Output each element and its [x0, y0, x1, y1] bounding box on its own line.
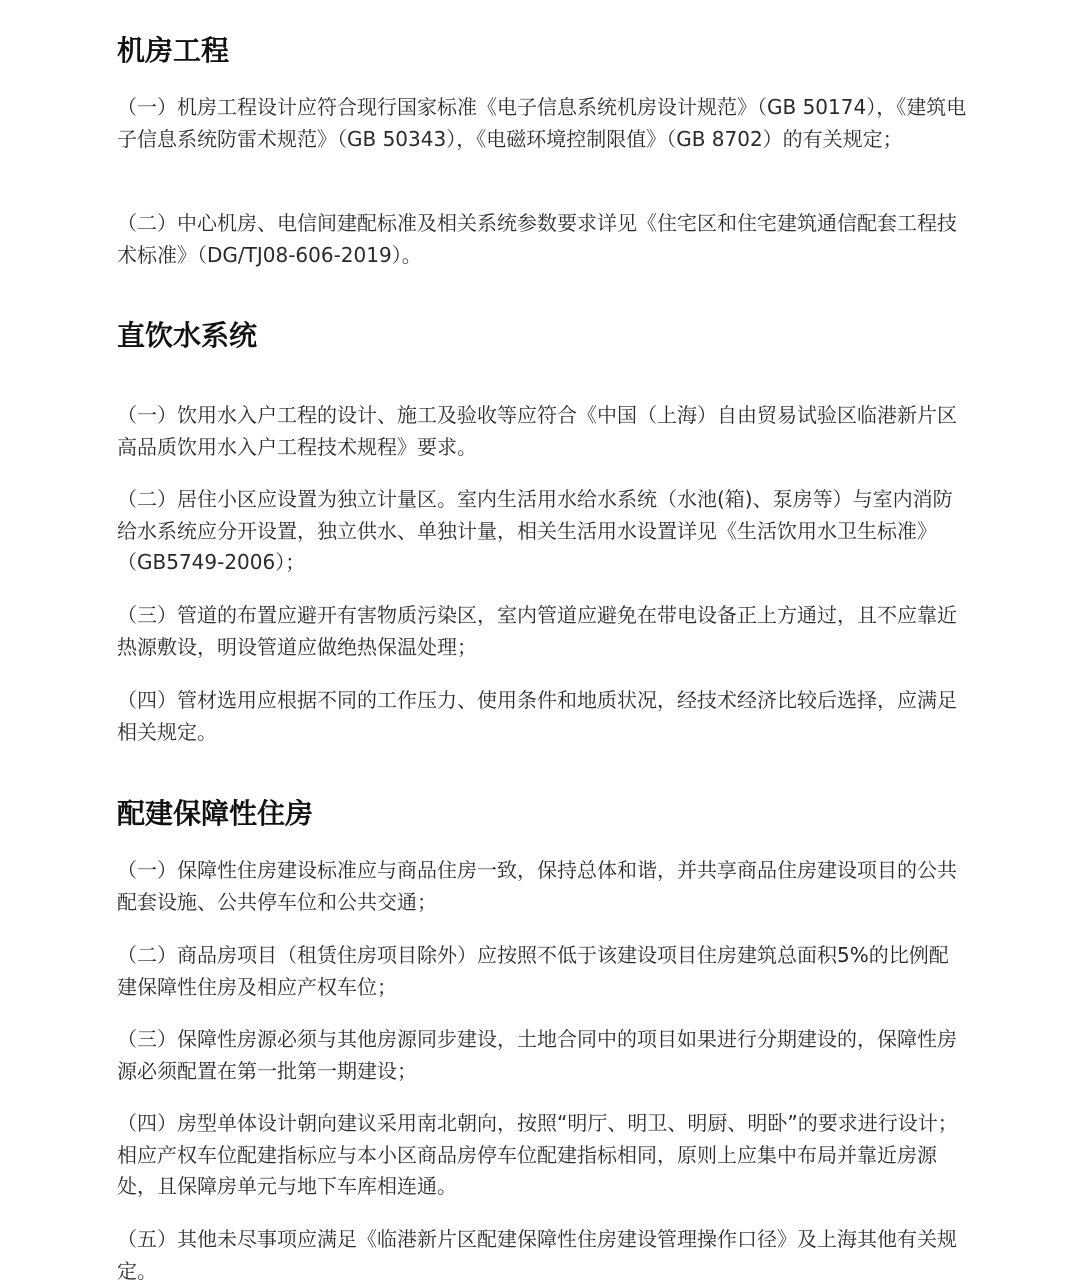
paragraph: （三）保障性房源必须与其他房源同步建设，土地合同中的项目如果进行分期建设的，保障性房源必须配置在第一批第一期建设；	[117, 1027, 957, 1083]
paragraph: （四）管材选用应根据不同的工作压力、使用条件和地质状况，经技术经济比较后选择，应满足相关规定。	[117, 688, 957, 744]
paragraph: （四）房型单体设计朝向建议采用南北朝向，按照“明厅、明卫、明厨、明卧”的要求进行设计；相应产权车位配建指标应与本小区商品房停车位配建指标相同，原则上应集中布局并靠近房源处，且保障房单元与地下车库相连通。	[117, 1111, 958, 1198]
paragraph: （一）饮用水入户工程的设计、施工及验收等应符合《中国（上海）自由贸易试验区临港新片区高品质饮用水入户工程技术规程》要求。	[117, 403, 957, 459]
paragraph: （二）商品房项目（租赁住房项目除外）应按照不低于该建设项目住房建筑总面积5%的比例配建保障性住房及相应产权车位；	[117, 943, 949, 999]
paragraph: （二）居住小区应设置为独立计量区。室内生活用水给水系统（水池(箱)、泵房等）与室内消防给水系统应分开设置，独立供水、单独计量，相关生活用水设置详见《生活饮用水卫生标准》（GB5749-2006）；	[117, 487, 953, 574]
paragraph: （一）机房工程设计应符合现行国家标准《电子信息系统机房设计规范》（GB 50174），《建筑电子信息系统防雷术规范》（GB 50343），《电磁环境控制限值》（GB 8702）的有关规定；	[117, 95, 967, 151]
section-title-affordable-housing: 配建保障性住房	[117, 797, 314, 830]
paragraph: （三）管道的布置应避开有害物质污染区，室内管道应避免在带电设备正上方通过，且不应靠近热源敷设，明设管道应做绝热保温处理；	[117, 603, 957, 659]
paragraph: （二）中心机房、电信间建配标准及相关系统参数要求详见《住宅区和住宅建筑通信配套工程技术标准》（DG/TJ08-606-2019）。	[117, 211, 957, 267]
section-title-machine-room: 机房工程	[117, 34, 230, 67]
paragraph: （五）其他未尽事项应满足《临港新片区配建保障性住房建设管理操作口径》及上海其他有关规定。	[117, 1227, 957, 1283]
paragraph: （一）保障性住房建设标准应与商品住房一致，保持总体和谐，并共享商品住房建设项目的公共配套设施、公共停车位和公共交通；	[117, 858, 957, 914]
section-title-drinking-water: 直饮水系统	[117, 319, 258, 352]
